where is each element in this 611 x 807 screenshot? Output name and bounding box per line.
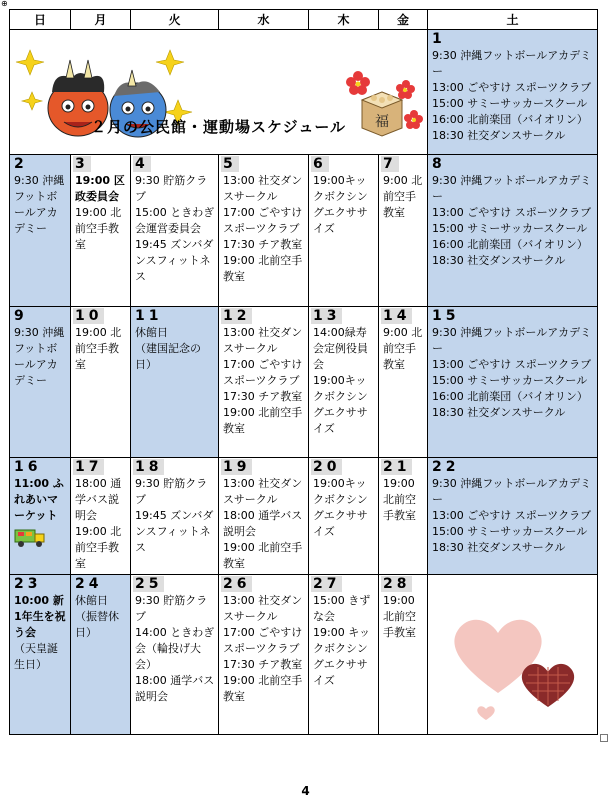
event: 16:00 北前楽団（バイオリン） [432,238,588,251]
date-number: 13 [313,308,341,324]
event: 9:00 北前空手教室 [383,326,423,371]
date-number: 14 [383,308,411,324]
day-cell-23[interactable] [10,575,71,735]
week-row [10,307,598,458]
event: 16:00 北前楽団（バイオリン） [432,113,588,126]
date-number: 17 [75,459,103,475]
day-cell-20[interactable] [309,458,379,575]
weekday-wed: 水 [219,10,309,30]
banner-cell [10,30,428,155]
day-cell-21[interactable] [379,458,428,575]
event: 17:30 チア教室 [223,658,303,671]
day-cell-19[interactable] [219,458,309,575]
event: 18:30 社交ダンスサークル [432,406,566,419]
date-number: 26 [223,576,251,592]
day-cell-22[interactable] [428,458,598,575]
event: 17:00 ごやすけスポーツクラブ [223,358,303,387]
event: 18:30 社交ダンスサークル [432,254,566,267]
event: 9:30 沖縄フットボールアカデミー [432,49,592,78]
date-number: 4 [135,156,149,172]
date-number: 25 [135,576,163,592]
event: 17:30 チア教室 [223,390,303,403]
date-number: 6 [313,156,327,172]
date-number: 18 [135,459,163,475]
event: 14:00 ときわぎ会（輪投げ大会） [135,626,215,671]
day-cell-28[interactable] [379,575,428,735]
event: 13:00 ごやすけ スポーツクラブ [432,358,592,371]
weekday-sun: 日 [10,10,71,30]
day-cell-5[interactable] [219,155,309,307]
event: 18:00 通学バス説明会 [135,674,215,703]
day-cell-27[interactable] [309,575,379,735]
event: 18:00 通学バス説明会 [223,509,303,538]
schedule-title: ２月の公民館・運動場スケジュール [90,118,347,136]
event: 13:00 ごやすけ スポーツクラブ [432,509,592,522]
event: 16:00 北前楽団（バイオリン） [432,390,588,403]
event: 15:00 サミーサッカースクール [432,525,588,538]
event: 18:30 社交ダンスサークル [432,129,566,142]
date-number: 10 [75,308,103,324]
day-cell-11[interactable] [131,307,219,458]
anchor-marker[interactable]: ⊕ [1,0,8,8]
event: 15:00 ときわぎ会運営委員会 [135,206,215,235]
plaid-heart-icon [522,664,574,707]
day-cell-18[interactable] [131,458,219,575]
date-number: 9 [14,308,28,324]
day-cell-3[interactable] [71,155,131,307]
date-number: 12 [223,308,251,324]
day-cell-26[interactable] [219,575,309,735]
day-cell-24[interactable] [71,575,131,735]
date-number: 8 [432,156,446,172]
date-number: 19 [223,459,251,475]
day-cell-2[interactable] [10,155,71,307]
event: 13:00 社交ダンスサークル [223,174,303,203]
event: 19:00 北前空手教室 [223,254,303,283]
event: 13:00 社交ダンスサークル [223,477,303,506]
event: 19:00 北前空手教室 [75,525,122,570]
week-row [10,575,598,735]
market-truck-icon [14,526,46,548]
table-resize-handle[interactable] [600,734,608,742]
event: 9:30 貯筋クラブ [135,477,208,506]
day-cell-14[interactable] [379,307,428,458]
event: 19:00 北前空手教室 [223,674,303,703]
event: 19:00キックボクシングエクササイズ [313,477,368,538]
date-number: 20 [313,459,341,475]
date-number: 21 [383,459,411,475]
event: 19:00キックボクシングエクササイズ [313,374,368,435]
day-cell-17[interactable] [71,458,131,575]
event: 休館日 [135,326,168,339]
event: 19:45 ズンバダンスフィットネス [135,238,214,283]
weekday-sat: 土 [428,10,598,30]
day-cell-25[interactable] [131,575,219,735]
event: 9:00 北前空手教室 [383,174,423,219]
date-number: 23 [14,576,42,592]
page-number: 4 [301,784,310,798]
event: 19:00 北前空手教室 [75,326,122,371]
day-cell-16[interactable] [10,458,71,575]
date-number: 24 [75,576,103,592]
event: 13:00 ごやすけ スポーツクラブ [432,81,592,94]
event: 17:00 ごやすけスポーツクラブ [223,626,303,655]
event: 19:00 北前空手教室 [223,541,303,570]
empty-sat-cell [428,575,598,735]
day-cell-1[interactable] [428,30,598,155]
day-cell-7[interactable] [379,155,428,307]
week-row [10,155,598,307]
event: （振替休日） [75,610,119,639]
event: 9:30 沖縄フットボールアカデミー [432,477,592,506]
event: 9:30 貯筋クラブ [135,174,208,203]
week-row [10,30,598,155]
day-cell-6[interactable] [309,155,379,307]
weekday-thu: 木 [309,10,379,30]
day-cell-13[interactable] [309,307,379,458]
event: 13:00 社交ダンスサークル [223,326,303,355]
event: 9:30 沖縄フットボールアカデミー [432,174,592,203]
event: 17:30 チア教室 [223,238,303,251]
event: 15:00 サミーサッカースクール [432,222,588,235]
date-number: 28 [383,576,411,592]
event: 9:30 沖縄フットボールアカデミー [432,326,592,355]
event: 11:00 ふれあいマーケット [14,477,64,522]
event: 18:00 通学バス説明会 [75,477,122,522]
weekday-tue: 火 [131,10,219,30]
date-number: 3 [75,156,89,172]
event: 14:00緑寿会定例役員会 [313,326,368,371]
event: 19:00キックボクシングエクササイズ [313,174,368,235]
week-row [10,458,598,575]
event: 9:30 沖縄フットボールアカデミー [14,326,65,387]
event: 15:00 サミーサッカースクール [432,374,588,387]
date-number: 7 [383,156,397,172]
event: 13:00 ごやすけ スポーツクラブ [432,206,592,219]
event: （建国記念の日） [135,342,201,371]
weekday-mon: 月 [71,10,131,30]
day-cell-9[interactable] [10,307,71,458]
event: 休館日 [75,594,108,607]
day-cell-8[interactable] [428,155,598,307]
event: 19:00 北前空手教室 [383,477,416,522]
date-number: 1 [432,31,446,47]
fuku-seal-text: 福 [375,114,389,130]
event: 19:45 ズンバダンスフィットネス [135,509,214,554]
event: 15:00 きずな会 [313,594,371,623]
calendar-table [9,9,598,735]
date-number: 27 [313,576,341,592]
event: 19:00 北前空手教室 [223,406,303,435]
event: （天皇誕生日） [14,642,58,671]
day-cell-12[interactable] [219,307,309,458]
day-cell-10[interactable] [71,307,131,458]
date-number: 2 [14,156,28,172]
day-cell-4[interactable] [131,155,219,307]
event: 15:00 サミーサッカースクール [432,97,588,110]
date-number: 5 [223,156,237,172]
date-number: 15 [432,308,460,324]
event: 19:00 北前空手教室 [383,594,416,639]
day-cell-15[interactable] [428,307,598,458]
hearts-illustration [428,575,588,725]
event: 17:00 ごやすけスポーツクラブ [223,206,303,235]
weekday-header-row [10,10,598,30]
event: 9:30 貯筋クラブ [135,594,208,623]
event: 10:00 新1年生を祝う会 [14,594,66,639]
date-number: 16 [14,459,42,475]
event: 19:00 キックボクシングエクササイズ [313,626,370,687]
event: 19:00 北前空手教室 [75,206,122,251]
event: 19:00 区政委員会 [75,174,125,203]
event: 18:30 社交ダンスサークル [432,541,566,554]
weekday-fri: 金 [379,10,428,30]
event: 13:00 社交ダンスサークル [223,594,303,623]
date-number: 11 [135,308,163,324]
date-number: 22 [432,459,460,475]
event: 9:30 沖縄フットボールアカデミー [14,174,65,235]
